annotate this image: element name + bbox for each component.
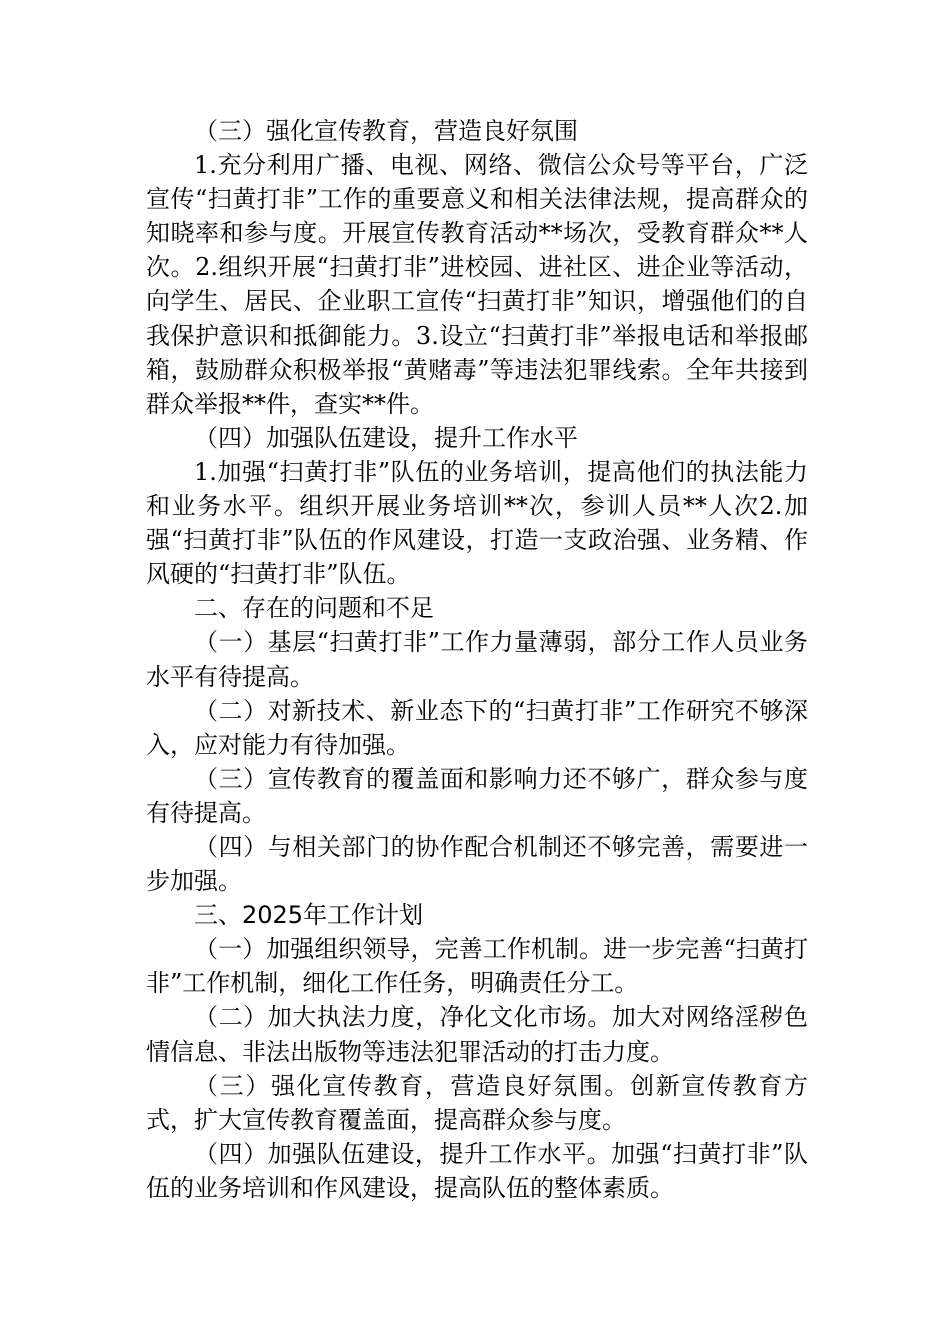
subheading-team-building: （四）加强队伍建设，提升工作水平	[194, 423, 578, 452]
paragraph-problem-3: （三）宣传教育的覆盖面和影响力还不够广，群众参与度有待提高。	[146, 764, 808, 827]
section-heading-problems: 二、存在的问题和不足	[194, 594, 434, 623]
document-page	[146, 114, 808, 1205]
paragraph-problem-2: （二）对新技术、新业态下的“扫黄打非”工作研究不够深入，应对能力有待加强。	[146, 696, 808, 759]
paragraph-plan-3: （三）强化宣传教育，营造良好氛围。创新宣传教育方式，扩大宣传教育覆盖面，提高群众参与度。	[146, 1071, 808, 1134]
section-heading-plan: 三、2025年工作计划	[194, 901, 424, 930]
paragraph-problem-4: （四）与相关部门的协作配合机制还不够完善，需要进一步加强。	[146, 832, 808, 896]
paragraph-problem-1: （一）基层“扫黄打非”工作力量薄弱，部分工作人员业务水平有待提高。	[146, 628, 808, 691]
paragraph-plan-4: （四）加强队伍建设，提升工作水平。加强“扫黄打非”队伍的业务培训和作风建设，提高队伍的整体素质。	[146, 1139, 808, 1202]
paragraph-plan-2: （二）加大执法力度，净化文化市场。加大对网络淫秽色情信息、非法出版物等违法犯罪活动的打击力度。	[146, 1003, 808, 1066]
paragraph-team-building-details: 1.加强“扫黄打非”队伍的业务培训，提高他们的执法能力和业务水平。组织开展业务培训**次，参训人员**人次2.加强“扫黄打非”队伍的作风建设，打造一支政治强、业务精、作风硬的“扫黄打非”队伍。	[146, 457, 808, 589]
paragraph-plan-1: （一）加强组织领导，完善工作机制。进一步完善“扫黄打非”工作机制，细化工作任务，明确责任分工。	[146, 935, 808, 998]
paragraph-publicity-details: 1.充分利用广播、电视、网络、微信公众号等平台，广泛宣传“扫黄打非”工作的重要意义和相关法律法规，提高群众的知晓率和参与度。开展宣传教育活动**场次，受教育群众**人次。2.组织开展“扫黄打非”进校园、进社区、进企业等活动，向学生、居民、企业职工宣传“扫黄打非”知识，增强他们的自我保护意识和抵御能力。3.设立“扫黄打非”举报电话和举报邮箱，鼓励群众积极举报“黄赌毒”等违法犯罪线索。全年共接到群众举报**件，查实**件。	[146, 151, 808, 418]
subheading-publicity: （三）强化宣传教育，营造良好氛围	[194, 117, 578, 145]
